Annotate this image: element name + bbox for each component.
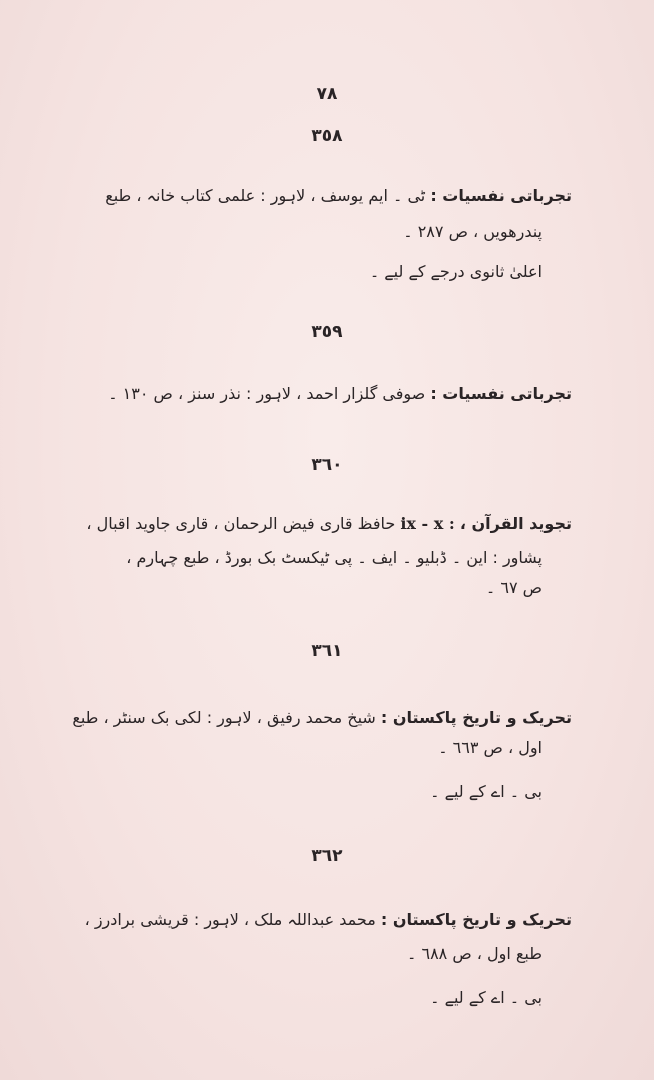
entry-text: شیخ محمد رفیق ، لاہور : لکی بک سنٹر ، طبع <box>72 708 376 727</box>
entry-text: ٹی ۔ ایم یوسف ، لاہور : علمی کتاب خانہ ، طبع <box>105 186 426 205</box>
page-number: ٧٨ <box>316 84 338 104</box>
entry-text: محمد عبداللہ ملک ، لاہور : قریشی برادرز ، <box>84 910 376 929</box>
entry-number: ٣٦٠ <box>311 455 343 475</box>
entry-note: بی ۔ اے کے لیے ۔ <box>430 782 542 801</box>
entry-line: اول ، ص ٦٦٣ ۔ <box>438 738 542 757</box>
entry-text: صوفی گلزار احمد ، لاہور : نذر سنز ، ص ١٣٠ ۔ <box>108 384 426 403</box>
entry-title: تحریک و تاریخ پاکستان : <box>380 708 572 727</box>
entry-note: بی ۔ اے کے لیے ۔ <box>430 988 542 1007</box>
entry-line <box>12 384 572 404</box>
entry-number: ٣٥٩ <box>311 322 343 342</box>
entry-title: تجرباتی نفسیات : <box>430 384 572 403</box>
entry-line: پشاور : این ۔ ڈبلیو ۔ ایف ۔ پی ٹیکسٹ بک بورڈ ، طبع چہارم ، <box>126 548 542 567</box>
entry-line: پندرھویں ، ص ٢٨٧ ۔ <box>403 222 542 241</box>
entry-number: ٣٥٨ <box>311 126 343 146</box>
entry-title-latin: ix - x : <box>400 514 455 533</box>
entry-text: حافظ قاری فیض الرحمان ، قاری جاوید اقبال ، <box>86 514 396 533</box>
entry-line <box>12 186 572 206</box>
entry-line <box>12 514 572 534</box>
entry-title: تجرباتی نفسیات : <box>430 186 572 205</box>
entry-note: اعلیٰ ثانوی درجے کے لیے ۔ <box>369 262 542 281</box>
entry-line <box>12 910 572 930</box>
entry-line <box>12 708 572 728</box>
entry-line: طبع اول ، ص ٦٨٨ ۔ <box>407 944 542 963</box>
entry-title: تحریک و تاریخ پاکستان : <box>380 910 572 929</box>
entry-line: ص ٦٧ ۔ <box>485 578 542 597</box>
entry-number: ٣٦٢ <box>311 846 343 866</box>
entry-title: تجوید القرآن ، <box>459 514 572 533</box>
entry-number: ٣٦١ <box>311 641 343 661</box>
